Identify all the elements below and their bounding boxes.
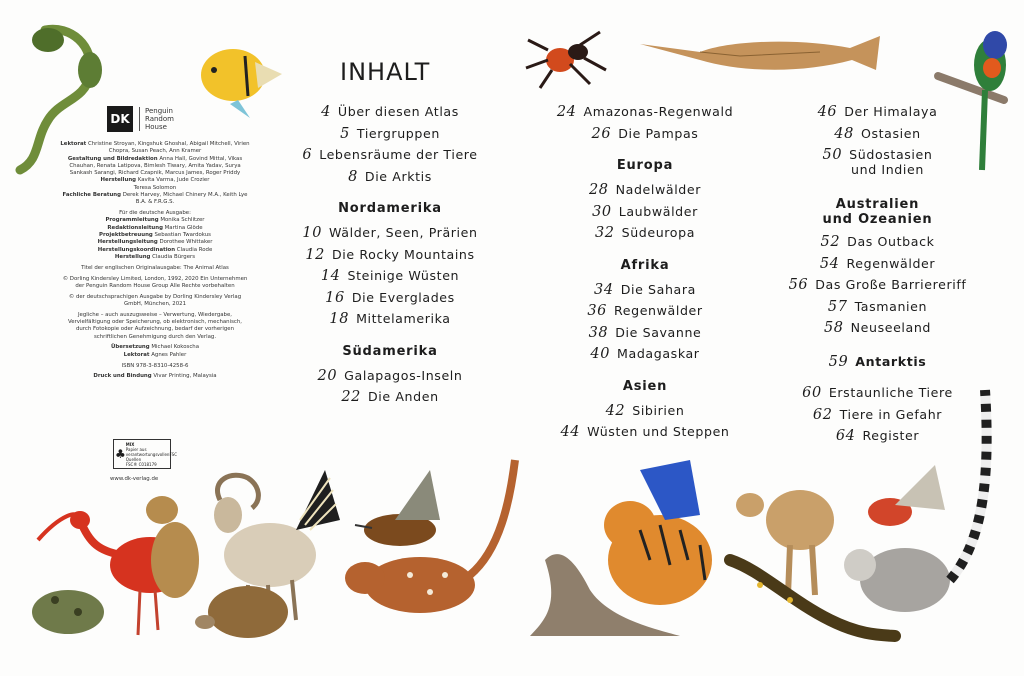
toc-entry-continuation[interactable]: und Indien	[851, 162, 924, 177]
toc-entry[interactable]: 24 Amazonas-Regenwald	[556, 104, 734, 120]
section-heading-suedamerika: Südamerika	[342, 343, 438, 359]
toc-entry[interactable]: 57 Tasmanien	[827, 298, 928, 315]
translation-credits: Übersetzung Michael Kokoscha Lektorat Agnes Pahler	[110, 344, 200, 358]
toc-entry[interactable]: 62 Tiere in Gefahr	[812, 406, 943, 423]
toc-entry[interactable]: 34 Die Sahara	[594, 281, 696, 298]
toc-entry[interactable]: 52 Das Outback	[820, 234, 935, 250]
spider-illustration	[526, 32, 606, 88]
section-heading-australien: Australien und Ozeanien	[822, 197, 933, 227]
toc-entry[interactable]: 64 Register	[835, 428, 920, 444]
fsc-logo: FSC	[169, 451, 178, 457]
fsc-tree-icon: ♣	[115, 446, 126, 461]
toc-entry[interactable]: 28 Nadelwälder	[588, 182, 702, 198]
toc-entry[interactable]: 26 Die Pampas	[591, 125, 699, 142]
toc-column-2	[550, 101, 740, 443]
tiger-illustration	[604, 501, 712, 605]
toc-entry[interactable]: 42 Sibirien	[605, 402, 685, 419]
toc-column-1	[290, 101, 490, 408]
toc-entry[interactable]: 5 Tiergruppen	[340, 125, 440, 142]
gar-illustration	[640, 36, 880, 70]
imprint-german-credits: Für die deutsche Ausgabe: Programmleitung Monika Schlitzer Redaktionsleitung Martina Glöde Projektbetreuung Sebastian Twardokus Herstellungsleitung Dorothee Whittaker Herstellungskoordination Claudia Rode Herstellung Claudia Bürgers	[97, 210, 213, 260]
toc-entry[interactable]: 40 Madagaskar	[590, 346, 700, 362]
page-title: INHALT	[340, 58, 431, 86]
toc-entry[interactable]: 56 Das Große Barriereriff	[788, 277, 967, 293]
isbn: ISBN 978-3-8310-4258-6	[121, 362, 189, 369]
copyright-de: © der deutschsprachigen Ausgabe by Dorling Kindersley Verlag GmbH, München, 2021	[68, 293, 242, 307]
toc-entry[interactable]: 58 Neuseeland	[823, 320, 932, 336]
original-title: Titel der englischen Originalausgabe: The Animal Atlas	[81, 264, 229, 271]
toc-entry[interactable]: 16 Die Everglades	[325, 289, 455, 306]
toc-entry[interactable]: 46 Der Himalaya	[817, 104, 938, 120]
imprint-text	[60, 141, 250, 384]
toc-entry-antarktis[interactable]: 59 Antarktis	[828, 353, 927, 370]
website-url: www.dk-verlag.de	[110, 476, 159, 482]
publisher-logo	[107, 106, 174, 132]
toc-entry[interactable]: 38 Die Savanne	[588, 324, 702, 341]
toc-entry[interactable]: 12 Die Rocky Mountains	[305, 246, 475, 263]
toc-entry[interactable]: 14 Steinige Wüsten	[320, 268, 460, 284]
dk-logo-mark: DK	[107, 106, 133, 132]
fsc-text: MIX Papier aus verantwortungsvollen Quellen FSC® C018179	[125, 441, 170, 467]
woodpecker-illustration	[868, 465, 945, 526]
section-heading-afrika: Afrika	[620, 257, 670, 273]
fsc-label	[113, 439, 178, 469]
toc-entry[interactable]: 32 Südeuropa	[594, 225, 696, 241]
toc-entry[interactable]: 4 Über diesen Atlas	[321, 104, 459, 120]
toc-entry[interactable]: 6 Lebensräume der Tiere	[302, 147, 478, 163]
camel-illustration	[736, 490, 834, 595]
toc-entry[interactable]: 8 Die Arktis	[348, 168, 432, 185]
imprint-credits: Lektorat Christine Stroyan, Kingshuk Ghoshal, Abigail Mitchell, Virien Chopra, Susan Peach, Ann Kramer Gestaltung und Bildredaktion Anna Hall, Govind Mittal, Vikas Chauhan, Renata Latipova, Bimlesh Tiwary, Amita Yadav, Surya Sankash Sarangi, Richard Czapnik, Marcus James, Roger Priddy Herstellung Kavita Varma, Jude Crozier Teresa Solomon Fachliche Beratung Derek Harvey, Michael Chinery M.A., Keith Lye B.A. & F.R.G.S.	[60, 141, 250, 206]
toc-entry[interactable]: 48 Ostasien	[834, 125, 921, 142]
legal-notice: Jegliche – auch auszugsweise – Verwertung, Wiedergabe, Vervielfältigung oder Speicherung, ob elektronisch, mechanisch, durch Fotokopie oder Aufzeichnung, bedarf der vorherigen schriftlichen Genehmigung durch den Verlag.	[67, 311, 242, 340]
toc-entry[interactable]: 36 Regenwälder	[587, 303, 703, 319]
toc-entry[interactable]: 50 Südostasien	[822, 147, 933, 163]
toc-entry[interactable]: 22 Die Anden	[341, 389, 439, 405]
toc-entry[interactable]: 10 Wälder, Seen, Prärien	[302, 225, 478, 241]
toc-entry[interactable]: 30 Laubwälder	[592, 203, 698, 220]
toc-entry[interactable]: 60 Erstaunliche Tiere	[802, 385, 953, 401]
toc-entry[interactable]: 44 Wüsten und Steppen	[560, 424, 730, 440]
section-heading-europa: Europa	[616, 158, 674, 173]
toad-illustration	[32, 590, 104, 634]
tortoise-illustration	[195, 586, 288, 638]
bird-illustration	[355, 470, 440, 546]
print-credits: Druck und Bindung Vivar Printing, Malaysia	[93, 373, 217, 380]
toc-entry[interactable]: 18 Mittelamerika	[329, 311, 451, 327]
section-heading-asien: Asien	[622, 378, 668, 394]
toc-column-3	[775, 101, 980, 447]
copyright-uk: © Dorling Kindersley Limited, London, 1992, 2020 Ein Unternehmen der Penguin Random House Group Alle Rechte vorbehalten	[62, 275, 248, 289]
toc-entry[interactable]: 54 Regenwälder	[819, 255, 936, 272]
zebra-butterfly-illustration	[296, 470, 340, 530]
toc-entry[interactable]: 20 Galapagos-Inseln	[317, 367, 463, 384]
publisher-name: Penguin Random House	[139, 107, 174, 131]
section-heading-nordamerika: Nordamerika	[338, 201, 442, 216]
butterflyfish-illustration	[201, 49, 282, 118]
